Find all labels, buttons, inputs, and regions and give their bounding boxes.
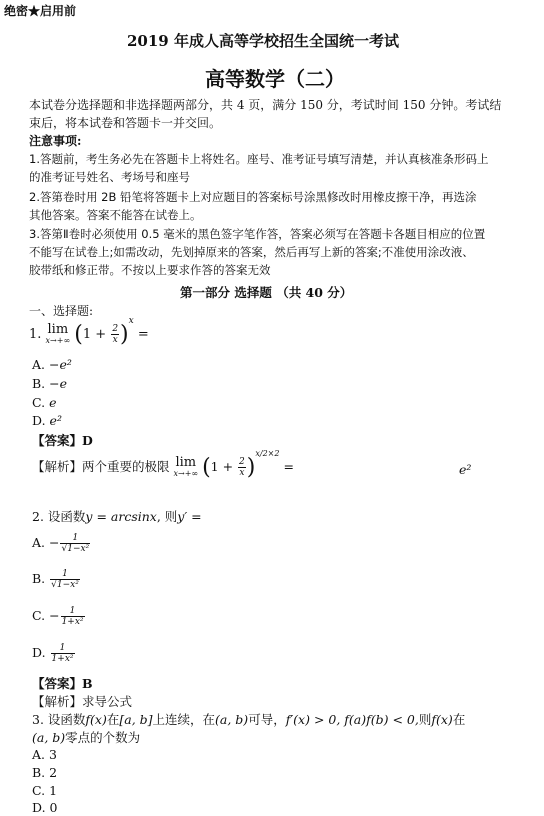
q3-text-i: 则 bbox=[418, 712, 432, 727]
q2-option-c-fraction bbox=[61, 606, 85, 627]
q1-analysis-frac-den: x bbox=[239, 468, 245, 478]
q1-analysis-lim-word: lim bbox=[175, 454, 197, 470]
q2-option-d bbox=[32, 643, 76, 664]
q2-option-b-label: B. bbox=[32, 571, 46, 586]
q1-one-plus: 1 + bbox=[82, 327, 111, 342]
q2-option-d-num: 1 bbox=[51, 643, 75, 654]
q1-exponent: x bbox=[128, 315, 134, 326]
q2-option-c-num: 1 bbox=[61, 606, 85, 617]
q1-stem: 1. lim x→+∞ (1 + $\frac{2}{x}$ )$^x$ = bbox=[29, 315, 149, 347]
intro-line-2: 束后，将本试卷和答题卡一并交回。 bbox=[29, 116, 222, 130]
q2-stem-deriv: y′ = bbox=[177, 509, 202, 524]
q3-text-e: 上连续，在 bbox=[152, 712, 216, 727]
q3-option-a-label: A. bbox=[32, 747, 46, 762]
q2-analysis: 【解析】求导公式 bbox=[32, 694, 133, 709]
q1-analysis-frac-num: 2 bbox=[239, 457, 245, 467]
q2-answer: 【答案】B bbox=[32, 676, 93, 691]
intro-line-1: 本试卷分选择题和非选择题两部分，共 4 页，满分 150 分，考试时间 150 分钟。考试结 bbox=[29, 98, 502, 112]
q3-option-b bbox=[32, 765, 57, 780]
q2-option-d-fraction bbox=[51, 643, 75, 664]
q2-option-a-num: 1 bbox=[60, 533, 90, 544]
q2-option-d-label: D. bbox=[32, 645, 46, 660]
q1-frac-num: 2 bbox=[112, 324, 119, 334]
q1-lim-word: lim bbox=[47, 321, 69, 337]
q3-option-c bbox=[32, 783, 57, 798]
q3-option-a bbox=[32, 747, 57, 762]
q3-option-b-value: 2 bbox=[49, 765, 58, 780]
q3-text-b: f(x) bbox=[85, 712, 107, 727]
q3-text-h: f′(x) > 0, f(a)f(b) < 0, bbox=[285, 712, 419, 727]
q1-analysis-prefix: 【解析】两个重要的极限 bbox=[32, 459, 170, 474]
q2-stem bbox=[32, 507, 202, 525]
q1-answer: 【答案】D bbox=[32, 433, 93, 448]
q2-stem-mid: , 则 bbox=[156, 509, 178, 524]
q1-option-d-value: e² bbox=[49, 413, 62, 428]
note-2-line-1: 2.答第卷时用 2B 铅笔将答题卡上对应题目的答案标号涂黑修改时用橡皮擦干净，再选涂 bbox=[29, 190, 477, 204]
q2-option-a-den: √1−x² bbox=[61, 544, 90, 554]
q1-number: 1. bbox=[29, 327, 42, 342]
q2-option-b-den: √1−x² bbox=[51, 580, 79, 590]
q3-option-b-label: B. bbox=[32, 765, 46, 780]
q3-text-d: [a, b] bbox=[119, 712, 153, 727]
section-heading: 一、选择题: bbox=[29, 304, 94, 318]
q2-stem-func: y = arcsinx bbox=[85, 509, 157, 524]
q1-lim-sub: x→+∞ bbox=[45, 335, 71, 345]
note-1-line-2: 的准考证号姓名、考场号和座号 bbox=[29, 170, 190, 184]
q1-option-a-label: A. bbox=[32, 357, 46, 372]
q1-option-b-value: −e bbox=[49, 376, 68, 391]
q1-option-c-value: e bbox=[49, 395, 57, 410]
q2-option-c-sign: − bbox=[49, 608, 60, 623]
note-3-line-2: 不能写在试卷上;如需改动，先划掉原来的答案，然后再写上新的答案;不准使用涂改液、 bbox=[29, 245, 474, 259]
q3-option-d-label: D. bbox=[32, 800, 46, 815]
q1-option-b bbox=[32, 376, 67, 391]
part1-title: 第一部分 选择题 （共 40 分） bbox=[180, 285, 353, 300]
subject-title: 高等数学（二） bbox=[205, 67, 345, 91]
q1-option-b-label: B. bbox=[32, 376, 46, 391]
q1-option-a bbox=[32, 357, 72, 372]
q2-option-a-fraction bbox=[60, 533, 90, 554]
notes-heading: 注意事项: bbox=[29, 134, 82, 148]
q1-equals: = bbox=[133, 327, 149, 342]
q3-interval: (a, b) bbox=[32, 730, 66, 745]
q3-question-end: 零点的个数为 bbox=[65, 730, 141, 745]
q3-text-f: (a, b) bbox=[215, 712, 249, 727]
q2-option-b-fraction bbox=[50, 569, 80, 590]
q1-analysis-fraction bbox=[238, 457, 246, 478]
q2-option-d-den: 1+x² bbox=[51, 654, 74, 664]
q1-option-d-label: D. bbox=[32, 413, 46, 428]
q2-option-c-label: C. bbox=[32, 608, 46, 623]
note-3-line-1: 3.答第Ⅱ卷时必须使用 0.5 毫米的黑色签字笔作答，答案必须写在答题卡各题目相应的位置 bbox=[29, 227, 486, 241]
q3-option-d bbox=[32, 800, 58, 815]
q1-limit bbox=[45, 321, 71, 346]
q1-analysis-result: e² bbox=[459, 462, 472, 477]
q1-frac-den: x bbox=[112, 335, 118, 345]
q3-stem-line-2 bbox=[32, 728, 140, 746]
q1-analysis-equals: = bbox=[279, 459, 294, 474]
q2-option-b bbox=[32, 569, 81, 590]
q3-text-a: 3. 设函数 bbox=[32, 712, 86, 727]
q3-text-g: 可导， bbox=[248, 712, 286, 727]
q3-option-c-label: C. bbox=[32, 783, 46, 798]
note-2-line-2: 其他答案。答案不能答在试卷上。 bbox=[29, 208, 202, 222]
q1-option-c-label: C. bbox=[32, 395, 46, 410]
q2-option-c bbox=[32, 606, 86, 627]
q3-stem-line-1 bbox=[32, 710, 465, 728]
q3-option-d-value: 0 bbox=[49, 800, 58, 815]
q2-option-a-label: A. bbox=[32, 535, 46, 550]
q2-option-a-sign: − bbox=[49, 535, 60, 550]
q1-analysis-lim-sub: x→+∞ bbox=[173, 468, 199, 478]
q3-text-c: 在 bbox=[106, 712, 120, 727]
q1-analysis-exponent: x/2×2 bbox=[255, 448, 280, 458]
q1-analysis-limit bbox=[173, 454, 199, 479]
q1-option-c bbox=[32, 395, 56, 410]
q1-analysis: 【解析】两个重要的极限 lim x→+∞ (1 + $\frac{2}{x}$ )$^{x/2\times 2}$ = bbox=[32, 448, 294, 480]
q3-text-j: f(x) bbox=[431, 712, 453, 727]
q1-option-a-value: −e² bbox=[49, 357, 72, 372]
q1-option-d bbox=[32, 413, 62, 428]
q2-option-c-den: 1+x² bbox=[61, 617, 84, 627]
q3-option-c-value: 1 bbox=[49, 783, 58, 798]
q1-fraction bbox=[111, 324, 119, 345]
secret-label: 绝密★启用前 bbox=[4, 4, 77, 18]
exam-title: 2019 年成人高等学校招生全国统一考试 bbox=[127, 32, 399, 50]
q1-analysis-one-plus: 1 + bbox=[210, 459, 238, 474]
q2-stem-prefix: 2. 设函数 bbox=[32, 509, 86, 524]
note-1-line-1: 1.答题前，考生务必先在答题卡上将姓名。座号、准考证号填写清楚，并认真核准条形码上 bbox=[29, 152, 489, 166]
q2-option-b-num: 1 bbox=[50, 569, 80, 580]
q2-option-a bbox=[32, 533, 91, 554]
note-3-line-3: 胶带纸和修正带。不按以上要求作答的答案无效 bbox=[29, 263, 271, 277]
q3-text-k: 在 bbox=[452, 712, 466, 727]
q3-option-a-value: 3 bbox=[49, 747, 57, 762]
